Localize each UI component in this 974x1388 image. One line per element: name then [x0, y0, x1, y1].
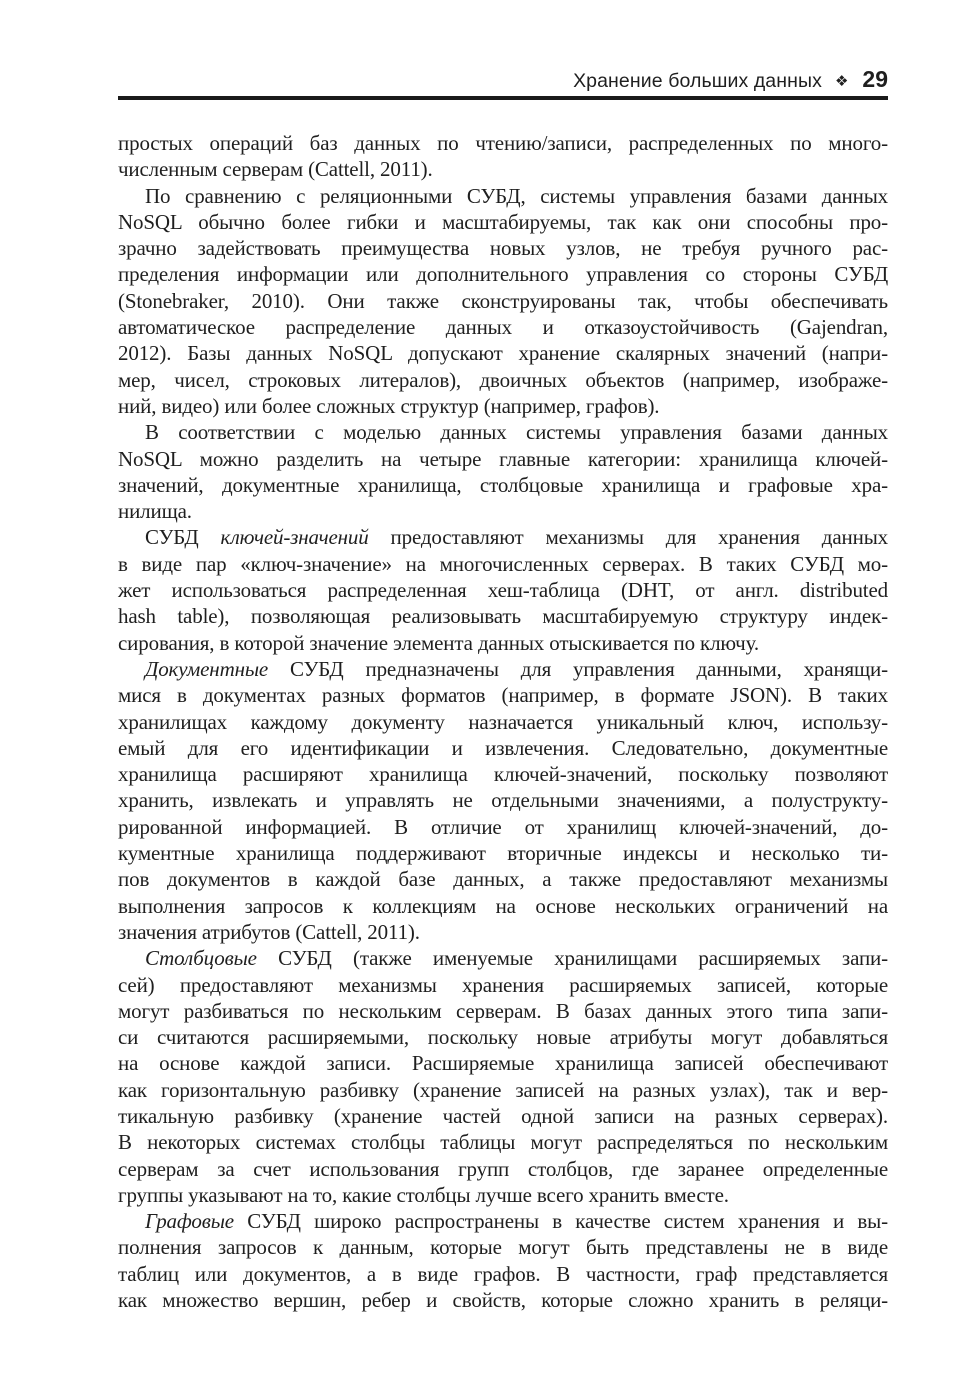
- text-line: таблиц или документов, а в виде графов. В частности, граф представляется: [118, 1261, 888, 1286]
- text-line: нилища.: [118, 499, 192, 524]
- text-line: жет использоваться распределенная хеш-таблица (DHT, от англ. distributed: [118, 578, 888, 603]
- text-line: полнения запросов к данным, которые могут быть представлены не в виде: [118, 1235, 888, 1260]
- text-line: хранить, извлекать и управлять не отдельными значениями, а полуструкту-: [118, 788, 888, 813]
- text-line: СУБД ключей-значений предоставляют механизмы для хранения данных: [145, 525, 889, 550]
- italic-term: Графовые: [145, 1209, 234, 1234]
- text-line: мися в документах разных форматов (например, в формате JSON). В таких: [118, 683, 888, 708]
- text-line: рированной информацией. В отличие от хранилищ ключей-значений, до-: [118, 814, 888, 839]
- italic-term: ключей-значений: [220, 525, 369, 550]
- text-line: простых операций баз данных по чтению/записи, распределенных по много-: [118, 131, 888, 155]
- header-rule: [118, 96, 888, 100]
- text-line: на основе каждой записи. Расширяемые хранилища записей обеспечивают: [118, 1051, 888, 1076]
- text-line: В соответствии с моделью данных системы управления базами данных: [145, 420, 888, 445]
- text-line: кументные хранилища поддерживают вторичные индексы и несколько ти-: [118, 841, 888, 866]
- text-line: могут разбиваться по нескольким серверам. В базах данных этого типа запи-: [118, 998, 888, 1023]
- paragraph: [118, 656, 888, 945]
- text-line: NoSQL обычно более гибки и масштабируемы, так как они способны про-: [118, 209, 888, 234]
- text-line: как множество вершин, ребер и свойств, которые сложно хранить в реляци-: [118, 1288, 888, 1313]
- text-line: пределения информации или дополнительного управления со стороны СУБД: [118, 262, 888, 287]
- text-line: Столбцовые СУБД (также именуемые хранилищами расширяемых запи-: [145, 946, 888, 971]
- text-line: группы указывают на то, какие столбцы лучше всего хранить вместе.: [118, 1182, 729, 1207]
- text-line: численным серверам (Cattell, 2011).: [118, 157, 433, 182]
- text-line: NoSQL можно разделить на четыре главные категории: хранилища ключей-: [118, 446, 888, 471]
- diamond-separator-icon: ❖: [834, 73, 849, 90]
- text-line: выполнения запросов к коллекциям на основе нескольких ограничений на: [118, 893, 888, 918]
- text-line: как горизонтальную разбивку (хранение записей на разных узлах), так и вер-: [118, 1077, 888, 1102]
- text-line: значения атрибутов (Cattell, 2011).: [118, 919, 420, 944]
- text-line: значений, документные хранилища, столбцовые хранилища и графовые хра-: [118, 472, 888, 497]
- paragraph: [118, 524, 888, 655]
- text-line: пов документов в каждой базе данных, а также предоставляют механизмы: [118, 867, 888, 892]
- text-line: 2012). Базы данных NoSQL допускают хранение скалярных значений (напри-: [118, 341, 888, 366]
- paragraph: [118, 130, 888, 183]
- text-line: тикальную разбивку (хранение частей одной записи на разных серверах).: [118, 1103, 888, 1128]
- page-header: [118, 66, 888, 93]
- text-line: По сравнению с реляционными СУБД, системы управления базами данных: [145, 183, 888, 208]
- paragraph: [118, 945, 888, 1208]
- text-line: сирования, в которой значение элемента данных отыскивается по ключу.: [118, 630, 759, 655]
- page-number: 29: [862, 66, 888, 92]
- text-line: в виде пар «ключ-значение» на многочисленных серверах. В таких СУБД мо-: [118, 551, 888, 576]
- text-line: хранилища расширяют хранилища ключей-значений, поскольку позволяют: [118, 762, 888, 787]
- text-line: Документные СУБД предназначены для управления данными, хранящи-: [145, 656, 888, 681]
- paragraph: [118, 419, 888, 524]
- text-line: серверам за счет использования групп столбцов, где заранее определенные: [118, 1156, 888, 1181]
- paragraph: [118, 183, 888, 420]
- text-line: hash table), позволяющая реализовывать масштабируемую структуру индек-: [118, 604, 888, 629]
- text-line: (Stonebraker, 2010). Они также сконструированы так, чтобы обеспечивать: [118, 288, 888, 313]
- italic-term: Документные: [145, 656, 269, 681]
- running-title: Хранение больших данных: [573, 70, 822, 92]
- text-line: Графовые СУБД широко распространены в качестве систем хранения и вы-: [145, 1209, 888, 1234]
- text-line: мер, чисел, строковых литералов), двоичных объектов (например, изображе-: [118, 367, 888, 392]
- text-line: си считаются расширяемыми, поскольку новые атрибуты могут добавляться: [118, 1025, 888, 1050]
- text-line: В некоторых системах столбцы таблицы могут распределяться по нескольким: [118, 1130, 888, 1155]
- text-line: сей) предоставляют механизмы хранения расширяемых записей, которые: [118, 972, 888, 997]
- text-line: зрачно задействовать преимущества новых узлов, не требуя ручного рас-: [118, 236, 888, 261]
- text-line: хранилищах каждому документу назначается уникальный ключ, использу-: [118, 709, 888, 734]
- italic-term: Столбцовые: [145, 946, 257, 971]
- text-line: ний, видео) или более сложных структур (например, графов).: [118, 393, 660, 418]
- paragraph: [118, 1208, 888, 1313]
- text-line: емый для его идентификации и извлечения. Следовательно, документные: [118, 735, 888, 760]
- text-column: [118, 130, 888, 1313]
- text-line: автоматическое распределение данных и отказоустойчивость (Gajendran,: [118, 315, 888, 340]
